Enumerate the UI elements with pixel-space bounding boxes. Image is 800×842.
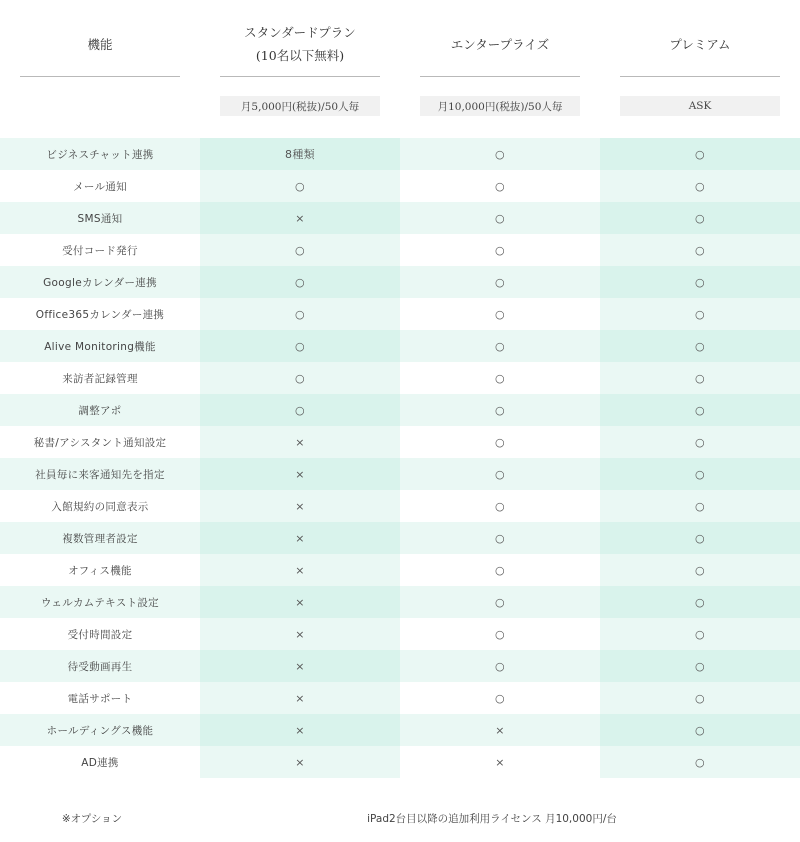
table-row xyxy=(0,298,800,330)
standard-value-cell xyxy=(200,394,400,426)
table-row xyxy=(0,714,800,746)
standard-value-cell xyxy=(200,298,400,330)
standard-value-cell xyxy=(200,266,400,298)
enterprise-value-cell xyxy=(400,394,600,426)
enterprise-value: ○ xyxy=(495,243,505,257)
feature-name-cell xyxy=(0,234,200,266)
price-standard: 月5,000円(税抜)/50人毎 xyxy=(220,96,380,116)
option-label: ※オプション xyxy=(61,813,123,825)
feature-comparison-table xyxy=(0,138,800,778)
standard-value-cell xyxy=(200,714,400,746)
enterprise-value: ○ xyxy=(495,179,505,193)
feature-name-cell xyxy=(0,202,200,234)
premium-value-cell xyxy=(600,746,800,778)
table-row xyxy=(0,490,800,522)
enterprise-value-cell xyxy=(400,746,600,778)
premium-value-cell xyxy=(600,266,800,298)
standard-value-cell xyxy=(200,202,400,234)
enterprise-value-cell xyxy=(400,330,600,362)
premium-value: ○ xyxy=(695,499,705,513)
standard-value: ○ xyxy=(295,371,305,385)
table-row xyxy=(0,522,800,554)
feature-name-cell xyxy=(0,458,200,490)
premium-value-cell xyxy=(600,298,800,330)
premium-value-cell xyxy=(600,138,800,170)
feature-name-cell xyxy=(0,298,200,330)
header-rule xyxy=(220,76,380,77)
premium-value-cell xyxy=(600,682,800,714)
price-premium: ASK xyxy=(620,96,780,116)
premium-value: ○ xyxy=(695,147,705,161)
header-title-premium: プレミアム xyxy=(669,36,731,52)
option-footer xyxy=(0,808,800,828)
premium-value: ○ xyxy=(695,691,705,705)
feature-name-cell xyxy=(0,330,200,362)
standard-value: × xyxy=(295,691,305,705)
enterprise-value: ○ xyxy=(495,659,505,673)
enterprise-value: ○ xyxy=(495,339,505,353)
premium-value: ○ xyxy=(695,307,705,321)
premium-value-cell xyxy=(600,554,800,586)
enterprise-value-cell xyxy=(400,714,600,746)
standard-value: ○ xyxy=(295,179,305,193)
premium-value-cell xyxy=(600,234,800,266)
premium-value: ○ xyxy=(695,595,705,609)
standard-value: × xyxy=(295,755,305,769)
premium-value-cell xyxy=(600,202,800,234)
enterprise-value: ○ xyxy=(495,435,505,449)
feature-name: Office365カレンダー連携 xyxy=(35,308,165,321)
enterprise-value: ○ xyxy=(495,595,505,609)
premium-value-cell xyxy=(600,394,800,426)
enterprise-value: ○ xyxy=(495,499,505,513)
table-row xyxy=(0,266,800,298)
enterprise-value-cell xyxy=(400,234,600,266)
standard-value: × xyxy=(295,211,305,225)
table-row xyxy=(0,426,800,458)
enterprise-value-cell xyxy=(400,202,600,234)
table-row xyxy=(0,138,800,170)
standard-value-cell xyxy=(200,554,400,586)
enterprise-value-cell xyxy=(400,586,600,618)
enterprise-value-cell xyxy=(400,458,600,490)
feature-name: 調整アポ xyxy=(78,404,122,417)
standard-value-cell xyxy=(200,682,400,714)
feature-name-cell xyxy=(0,522,200,554)
feature-name: 待受動画再生 xyxy=(67,660,133,673)
premium-value: ○ xyxy=(695,435,705,449)
header-col-standard xyxy=(200,0,400,138)
header-title-standard: スタンダードプラン (10名以下無料) xyxy=(244,25,356,63)
feature-name-cell xyxy=(0,394,200,426)
enterprise-value: ○ xyxy=(495,627,505,641)
table-row xyxy=(0,746,800,778)
premium-value: ○ xyxy=(695,723,705,737)
header-rule xyxy=(620,76,780,77)
premium-value: ○ xyxy=(695,659,705,673)
standard-value-cell xyxy=(200,426,400,458)
standard-value-cell xyxy=(200,362,400,394)
feature-name: ウェルカムテキスト設定 xyxy=(41,596,159,609)
header-rule xyxy=(20,76,180,77)
enterprise-value: ○ xyxy=(495,531,505,545)
enterprise-value-cell xyxy=(400,490,600,522)
standard-value: × xyxy=(295,499,305,513)
standard-value: × xyxy=(295,627,305,641)
plan-header xyxy=(0,0,800,138)
premium-value: ○ xyxy=(695,531,705,545)
feature-name: 受付コード発行 xyxy=(62,244,138,257)
standard-value: ○ xyxy=(295,243,305,257)
premium-value-cell xyxy=(600,170,800,202)
premium-value-cell xyxy=(600,650,800,682)
standard-value-cell xyxy=(200,170,400,202)
premium-value: ○ xyxy=(695,403,705,417)
premium-value-cell xyxy=(600,714,800,746)
feature-name: メール通知 xyxy=(73,180,127,193)
table-row xyxy=(0,362,800,394)
enterprise-value-cell xyxy=(400,522,600,554)
enterprise-value-cell xyxy=(400,170,600,202)
standard-value-cell xyxy=(200,490,400,522)
enterprise-value: ○ xyxy=(495,467,505,481)
standard-value: ○ xyxy=(295,339,305,353)
premium-value-cell xyxy=(600,458,800,490)
feature-name: 入館規約の同意表示 xyxy=(51,500,149,513)
header-col-feature xyxy=(0,0,200,138)
feature-name: 来訪者記録管理 xyxy=(62,372,138,385)
premium-value: ○ xyxy=(695,243,705,257)
table-row xyxy=(0,586,800,618)
premium-value: ○ xyxy=(695,467,705,481)
standard-value: × xyxy=(295,563,305,577)
enterprise-value-cell xyxy=(400,426,600,458)
feature-name: 受付時間設定 xyxy=(67,628,133,641)
enterprise-value-cell xyxy=(400,618,600,650)
feature-name-cell xyxy=(0,266,200,298)
table-row xyxy=(0,682,800,714)
feature-name: 秘書/アシスタント通知設定 xyxy=(33,436,167,449)
feature-name-cell xyxy=(0,618,200,650)
feature-name-cell xyxy=(0,426,200,458)
price-enterprise: 月10,000円(税抜)/50人毎 xyxy=(420,96,580,116)
standard-value: ○ xyxy=(295,307,305,321)
feature-name: Alive Monitoring機能 xyxy=(44,340,156,353)
enterprise-value-cell xyxy=(400,650,600,682)
feature-name: オフィス機能 xyxy=(68,564,132,577)
enterprise-value: × xyxy=(495,723,505,737)
enterprise-value: ○ xyxy=(495,563,505,577)
header-col-premium xyxy=(600,0,800,138)
premium-value: ○ xyxy=(695,211,705,225)
feature-name: AD連携 xyxy=(81,756,119,769)
feature-name-cell xyxy=(0,138,200,170)
premium-value: ○ xyxy=(695,563,705,577)
standard-value: ○ xyxy=(295,275,305,289)
feature-name-cell xyxy=(0,554,200,586)
standard-value-cell xyxy=(200,586,400,618)
enterprise-value: ○ xyxy=(495,147,505,161)
premium-value-cell xyxy=(600,330,800,362)
standard-value: × xyxy=(295,723,305,737)
enterprise-value-cell xyxy=(400,266,600,298)
option-text: iPad2台目以降の追加利用ライセンス 月10,000円/台 xyxy=(367,813,617,825)
premium-value: ○ xyxy=(695,627,705,641)
feature-name: SMS通知 xyxy=(77,212,123,225)
header-rule xyxy=(420,76,580,77)
premium-value: ○ xyxy=(695,339,705,353)
table-row xyxy=(0,458,800,490)
enterprise-value: × xyxy=(495,755,505,769)
feature-name-cell xyxy=(0,490,200,522)
header-col-enterprise xyxy=(400,0,600,138)
header-title-enterprise: エンタープライズ xyxy=(450,36,550,52)
table-row xyxy=(0,394,800,426)
enterprise-value-cell xyxy=(400,682,600,714)
feature-name: 複数管理者設定 xyxy=(62,532,138,545)
standard-value-cell xyxy=(200,618,400,650)
premium-value-cell xyxy=(600,618,800,650)
feature-name: ホールディングス機能 xyxy=(46,724,154,737)
table-row xyxy=(0,234,800,266)
feature-name-cell xyxy=(0,746,200,778)
standard-value: ○ xyxy=(295,403,305,417)
standard-value: 8種類 xyxy=(285,148,315,161)
standard-value-cell xyxy=(200,330,400,362)
standard-value: × xyxy=(295,595,305,609)
standard-value: × xyxy=(295,659,305,673)
premium-value-cell xyxy=(600,490,800,522)
premium-value-cell xyxy=(600,522,800,554)
feature-name: 電話サポート xyxy=(67,692,133,705)
feature-name-cell xyxy=(0,170,200,202)
feature-name-cell xyxy=(0,682,200,714)
enterprise-value: ○ xyxy=(495,691,505,705)
enterprise-value: ○ xyxy=(495,275,505,289)
enterprise-value-cell xyxy=(400,362,600,394)
feature-name-cell xyxy=(0,362,200,394)
enterprise-value-cell xyxy=(400,298,600,330)
enterprise-value: ○ xyxy=(495,307,505,321)
premium-value: ○ xyxy=(695,275,705,289)
enterprise-value: ○ xyxy=(495,211,505,225)
table-row xyxy=(0,202,800,234)
standard-value-cell xyxy=(200,234,400,266)
enterprise-value: ○ xyxy=(495,403,505,417)
feature-name: ビジネスチャット連携 xyxy=(46,148,154,161)
premium-value-cell xyxy=(600,586,800,618)
premium-value-cell xyxy=(600,362,800,394)
enterprise-value-cell xyxy=(400,138,600,170)
table-row xyxy=(0,618,800,650)
standard-value: × xyxy=(295,531,305,545)
standard-value-cell xyxy=(200,746,400,778)
feature-name-cell xyxy=(0,586,200,618)
standard-value-cell xyxy=(200,458,400,490)
standard-value-cell xyxy=(200,522,400,554)
table-row xyxy=(0,170,800,202)
standard-value-cell xyxy=(200,138,400,170)
table-row xyxy=(0,554,800,586)
standard-value-cell xyxy=(200,650,400,682)
feature-name: 社員毎に来客通知先を指定 xyxy=(35,468,165,481)
standard-value: × xyxy=(295,467,305,481)
premium-value: ○ xyxy=(695,179,705,193)
feature-name-cell xyxy=(0,714,200,746)
table-row xyxy=(0,650,800,682)
enterprise-value: ○ xyxy=(495,371,505,385)
enterprise-value-cell xyxy=(400,554,600,586)
standard-value: × xyxy=(295,435,305,449)
premium-value: ○ xyxy=(695,371,705,385)
feature-name: Googleカレンダー連携 xyxy=(43,276,157,289)
premium-value-cell xyxy=(600,426,800,458)
premium-value: ○ xyxy=(695,755,705,769)
table-row xyxy=(0,330,800,362)
feature-name-cell xyxy=(0,650,200,682)
header-title-feature: 機能 xyxy=(87,36,113,52)
